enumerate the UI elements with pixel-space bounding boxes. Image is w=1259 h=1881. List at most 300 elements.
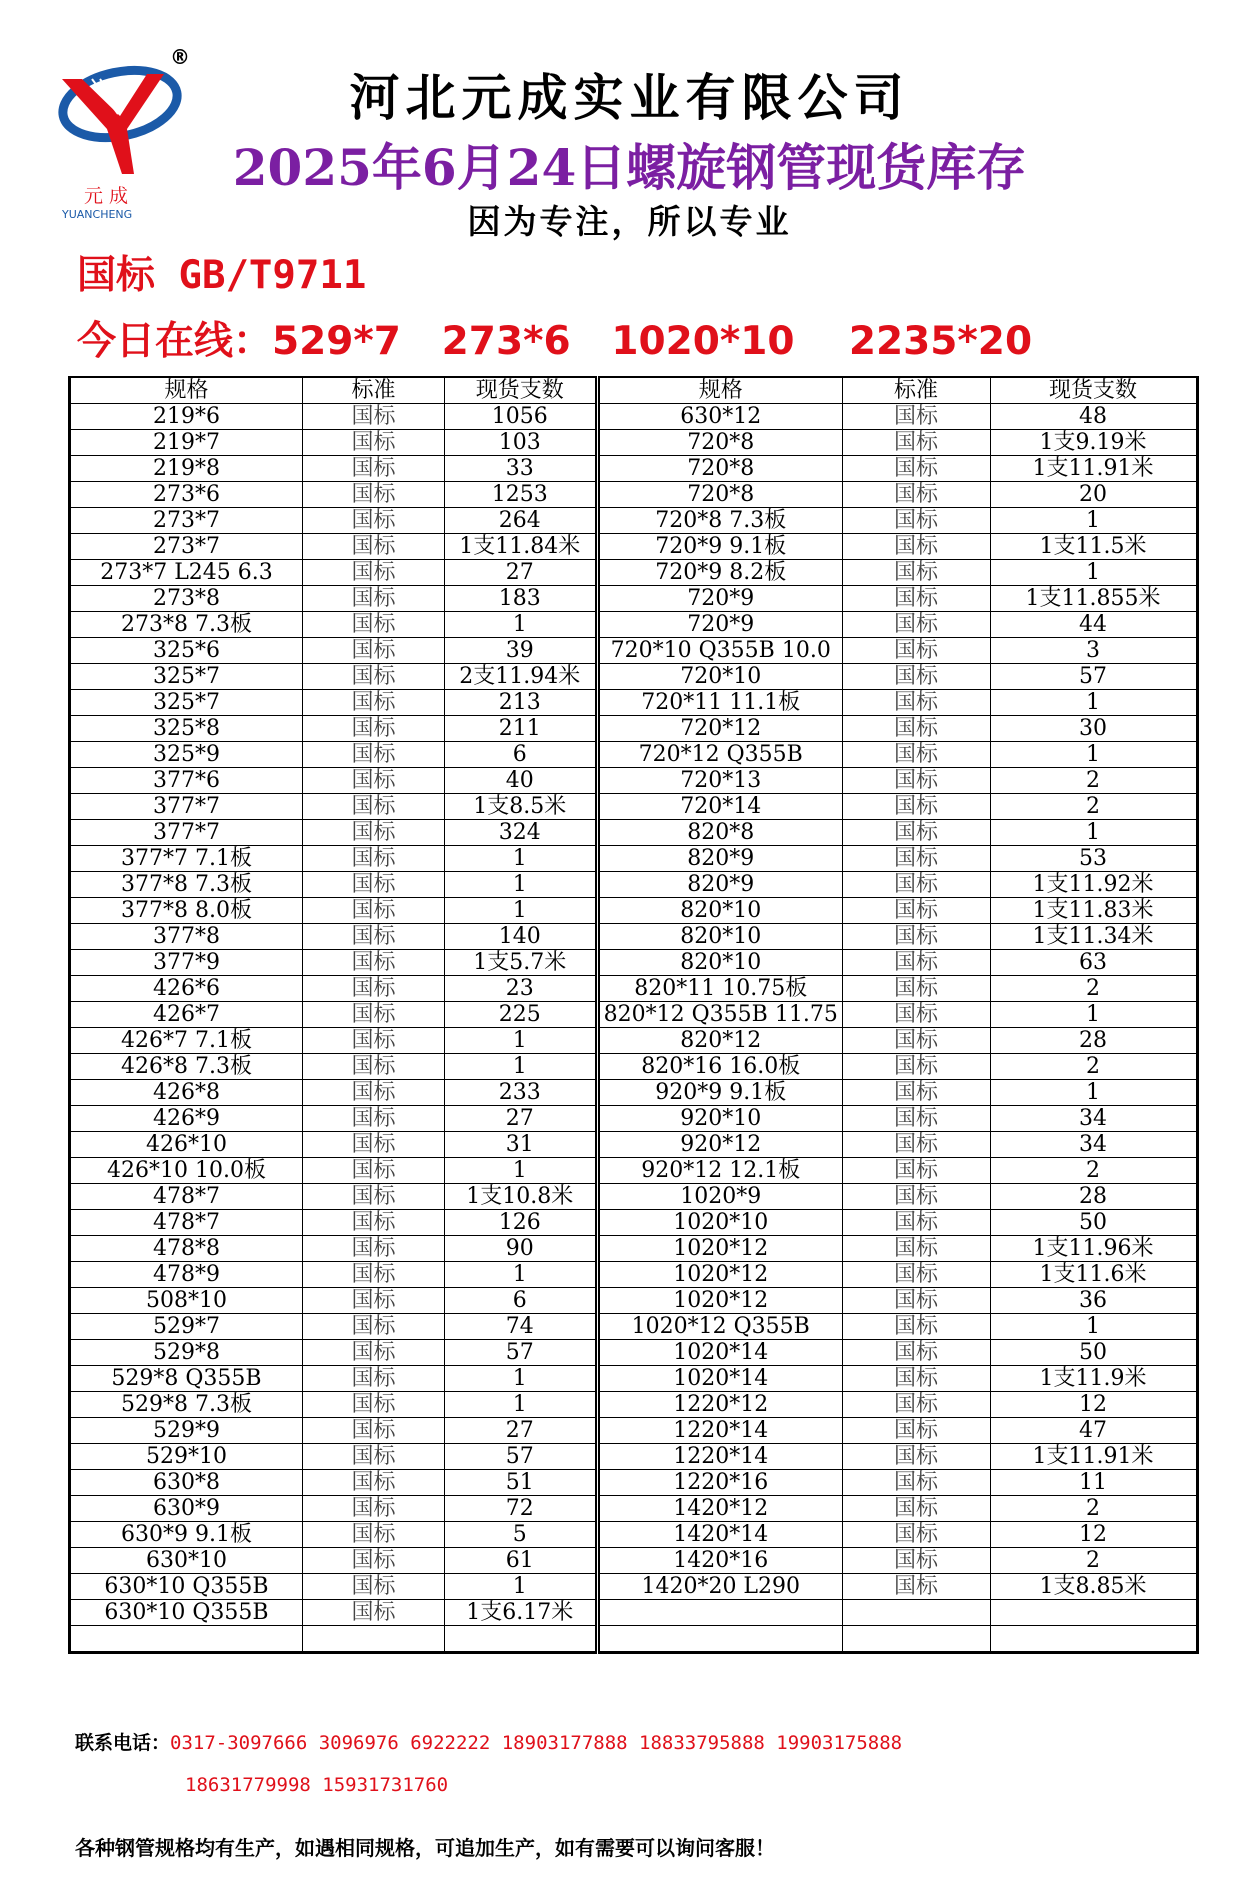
cell-spec: 273*6 <box>70 482 303 508</box>
cell-count: 1 <box>445 898 596 924</box>
cell-spec: 720*9 8.2板 <box>599 560 842 586</box>
table-row <box>599 1106 1197 1132</box>
cell-standard: 国标 <box>842 1496 990 1522</box>
table-row <box>70 1028 596 1054</box>
table-row <box>70 846 596 872</box>
cell-standard: 国标 <box>842 690 990 716</box>
cell-standard: 国标 <box>842 820 990 846</box>
cell-spec: 720*10 <box>599 664 842 690</box>
table-row <box>70 1574 596 1600</box>
table-row <box>599 1392 1197 1418</box>
cell-standard: 国标 <box>303 846 445 872</box>
stock-table-left <box>68 376 597 1654</box>
cell-standard: 国标 <box>842 846 990 872</box>
cell-count: 40 <box>445 768 596 794</box>
cell-standard: 国标 <box>842 1288 990 1314</box>
table-row <box>70 1366 596 1392</box>
cell-spec: 426*9 <box>70 1106 303 1132</box>
table-row <box>70 1288 596 1314</box>
cell-count: 211 <box>445 716 596 742</box>
cell-spec: 325*7 <box>70 690 303 716</box>
table-row <box>70 1522 596 1548</box>
cell-spec: 478*7 <box>70 1184 303 1210</box>
cell-count <box>990 1626 1197 1653</box>
stock-table-right <box>598 376 1199 1654</box>
logo-text: 元 成 <box>84 185 129 207</box>
cell-count: 2 <box>990 1158 1197 1184</box>
table-row <box>599 742 1197 768</box>
cell-standard: 国标 <box>303 1236 445 1262</box>
cell-standard: 国标 <box>842 586 990 612</box>
cell-standard: 国标 <box>842 638 990 664</box>
cell-standard: 国标 <box>842 456 990 482</box>
table-row <box>70 1626 596 1653</box>
slogan: 因为专注，所以专业 <box>467 202 792 241</box>
cell-standard: 国标 <box>303 716 445 742</box>
table-row <box>599 924 1197 950</box>
cell-spec: 720*12 <box>599 716 842 742</box>
cell-count <box>445 1626 596 1653</box>
cell-spec: 1220*14 <box>599 1418 842 1444</box>
cell-spec: 377*8 8.0板 <box>70 898 303 924</box>
cell-count: 1 <box>990 508 1197 534</box>
cell-standard: 国标 <box>303 1548 445 1574</box>
cell-count: 1 <box>990 1002 1197 1028</box>
cell-count: 225 <box>445 1002 596 1028</box>
cell-count: 61 <box>445 1548 596 1574</box>
cell-standard: 国标 <box>303 1444 445 1470</box>
cell-count: 1支8.5米 <box>445 794 596 820</box>
cell-count: 48 <box>990 404 1197 430</box>
table-row <box>599 404 1197 430</box>
cell-spec: 219*8 <box>70 456 303 482</box>
cell-standard: 国标 <box>303 1210 445 1236</box>
table-row <box>70 1184 596 1210</box>
cell-count: 1 <box>990 742 1197 768</box>
cell-spec: 478*9 <box>70 1262 303 1288</box>
cell-standard <box>842 1600 990 1626</box>
cell-standard: 国标 <box>303 820 445 846</box>
cell-standard: 国标 <box>842 1366 990 1392</box>
cell-standard: 国标 <box>303 1262 445 1288</box>
cell-standard: 国标 <box>303 1522 445 1548</box>
cell-spec: 377*6 <box>70 768 303 794</box>
table-row <box>599 1262 1197 1288</box>
cell-spec: 630*10 Q355B <box>70 1600 303 1626</box>
table-row <box>70 1444 596 1470</box>
cell-standard: 国标 <box>303 768 445 794</box>
cell-standard: 国标 <box>303 586 445 612</box>
cell-count: 53 <box>990 846 1197 872</box>
table-row <box>599 1236 1197 1262</box>
table-row <box>70 950 596 976</box>
cell-spec: 1420*16 <box>599 1548 842 1574</box>
cell-spec: 630*10 <box>70 1548 303 1574</box>
cell-spec: 377*7 <box>70 820 303 846</box>
cell-spec: 1020*12 <box>599 1236 842 1262</box>
table-row <box>599 898 1197 924</box>
table-row <box>599 1132 1197 1158</box>
cell-spec: 1420*14 <box>599 1522 842 1548</box>
table-row <box>599 950 1197 976</box>
cell-standard: 国标 <box>303 1002 445 1028</box>
cell-standard: 国标 <box>842 1574 990 1600</box>
cell-spec: 325*9 <box>70 742 303 768</box>
cell-spec: 325*7 <box>70 664 303 690</box>
cell-standard: 国标 <box>303 1600 445 1626</box>
table-row <box>599 534 1197 560</box>
table-row <box>70 1080 596 1106</box>
cell-count: 1支11.6米 <box>990 1262 1197 1288</box>
cell-spec: 426*7 7.1板 <box>70 1028 303 1054</box>
table-row <box>70 664 596 690</box>
table-row <box>70 794 596 820</box>
table-row <box>599 508 1197 534</box>
contact-label: 联系电话： <box>75 1732 171 1754</box>
cell-spec: 478*7 <box>70 1210 303 1236</box>
cell-standard: 国标 <box>303 664 445 690</box>
cell-spec: 1020*14 <box>599 1340 842 1366</box>
cell-count: 28 <box>990 1184 1197 1210</box>
table-row <box>599 1522 1197 1548</box>
cell-standard: 国标 <box>303 1184 445 1210</box>
cell-standard: 国标 <box>303 482 445 508</box>
cell-standard: 国标 <box>303 1392 445 1418</box>
cell-spec: 325*8 <box>70 716 303 742</box>
cell-count: 103 <box>445 430 596 456</box>
table-row <box>599 872 1197 898</box>
cell-spec: 820*9 <box>599 872 842 898</box>
cell-spec: 478*8 <box>70 1236 303 1262</box>
cell-standard: 国标 <box>303 872 445 898</box>
table-row <box>70 1600 596 1626</box>
cell-spec: 720*9 <box>599 586 842 612</box>
cell-count: 39 <box>445 638 596 664</box>
table-row <box>70 612 596 638</box>
cell-count: 1支11.83米 <box>990 898 1197 924</box>
cell-count: 57 <box>445 1340 596 1366</box>
cell-count: 57 <box>445 1444 596 1470</box>
cell-spec: 820*12 Q355B 11.75 <box>599 1002 842 1028</box>
table-row <box>70 820 596 846</box>
header-standard: 标准 <box>842 377 990 404</box>
cell-count: 1支10.8米 <box>445 1184 596 1210</box>
cell-spec: 1020*10 <box>599 1210 842 1236</box>
table-row <box>599 1002 1197 1028</box>
cell-standard: 国标 <box>303 690 445 716</box>
cell-spec: 529*9 <box>70 1418 303 1444</box>
cell-count: 2 <box>990 794 1197 820</box>
cell-spec: 273*7 <box>70 508 303 534</box>
table-row <box>70 976 596 1002</box>
contact-phones-2: 18631779998 15931731760 <box>185 1774 449 1796</box>
cell-spec: 720*8 <box>599 430 842 456</box>
cell-standard: 国标 <box>842 1106 990 1132</box>
cell-spec: 820*11 10.75板 <box>599 976 842 1002</box>
cell-count: 1 <box>445 1574 596 1600</box>
cell-spec: 630*8 <box>70 1470 303 1496</box>
cell-standard: 国标 <box>303 1470 445 1496</box>
table-row <box>599 1496 1197 1522</box>
cell-spec: 426*10 10.0板 <box>70 1158 303 1184</box>
table-row <box>599 690 1197 716</box>
cell-spec <box>599 1626 842 1653</box>
cell-spec: 273*8 <box>70 586 303 612</box>
cell-spec: 720*8 7.3板 <box>599 508 842 534</box>
cell-spec: 1420*12 <box>599 1496 842 1522</box>
cell-spec: 1020*12 <box>599 1262 842 1288</box>
cell-count: 2 <box>990 768 1197 794</box>
cell-standard: 国标 <box>303 1314 445 1340</box>
cell-count: 1支11.92米 <box>990 872 1197 898</box>
cell-count: 63 <box>990 950 1197 976</box>
cell-count: 31 <box>445 1132 596 1158</box>
cell-spec: 377*8 7.3板 <box>70 872 303 898</box>
cell-spec: 820*10 <box>599 898 842 924</box>
cell-count: 57 <box>990 664 1197 690</box>
cell-count: 6 <box>445 1288 596 1314</box>
cell-spec: 529*10 <box>70 1444 303 1470</box>
cell-standard: 国标 <box>842 1340 990 1366</box>
cell-count: 74 <box>445 1314 596 1340</box>
cell-standard: 国标 <box>842 716 990 742</box>
cell-spec: 720*9 <box>599 612 842 638</box>
logo-subtext: YUANCHENG <box>62 208 133 221</box>
cell-spec: 273*7 L245 6.3 <box>70 560 303 586</box>
stock-table-right-body <box>599 404 1197 1653</box>
cell-spec: 273*7 <box>70 534 303 560</box>
cell-spec: 720*8 <box>599 456 842 482</box>
cell-standard: 国标 <box>303 1106 445 1132</box>
table-row <box>70 1132 596 1158</box>
cell-count: 264 <box>445 508 596 534</box>
cell-spec <box>70 1626 303 1653</box>
table-row <box>599 456 1197 482</box>
cell-spec: 426*8 7.3板 <box>70 1054 303 1080</box>
table-row <box>70 768 596 794</box>
cell-standard: 国标 <box>842 1522 990 1548</box>
table-row <box>599 1028 1197 1054</box>
table-row <box>599 1158 1197 1184</box>
cell-count: 1支11.9米 <box>990 1366 1197 1392</box>
table-row <box>70 690 596 716</box>
cell-count: 30 <box>990 716 1197 742</box>
cell-standard: 国标 <box>842 1054 990 1080</box>
table-row <box>70 456 596 482</box>
cell-standard: 国标 <box>842 1236 990 1262</box>
cell-spec: 820*12 <box>599 1028 842 1054</box>
cell-standard: 国标 <box>842 1392 990 1418</box>
table-row <box>70 898 596 924</box>
cell-count: 1 <box>990 690 1197 716</box>
cell-count: 47 <box>990 1418 1197 1444</box>
table-row <box>599 638 1197 664</box>
cell-spec <box>599 1600 842 1626</box>
table-row <box>599 1600 1197 1626</box>
table-row <box>599 768 1197 794</box>
cell-count: 72 <box>445 1496 596 1522</box>
table-row <box>70 1340 596 1366</box>
cell-standard <box>303 1626 445 1653</box>
cell-standard: 国标 <box>842 768 990 794</box>
header-count: 现货支数 <box>445 377 596 404</box>
cell-count: 2 <box>990 1054 1197 1080</box>
cell-count: 1支11.91米 <box>990 1444 1197 1470</box>
cell-standard: 国标 <box>842 950 990 976</box>
cell-standard: 国标 <box>842 924 990 950</box>
cell-count: 23 <box>445 976 596 1002</box>
table-row <box>70 1236 596 1262</box>
stock-table-left-body <box>70 404 596 1653</box>
cell-spec: 273*8 7.3板 <box>70 612 303 638</box>
cell-count: 1支11.34米 <box>990 924 1197 950</box>
cell-standard: 国标 <box>303 612 445 638</box>
cell-spec: 720*12 Q355B <box>599 742 842 768</box>
cell-count: 1支5.7米 <box>445 950 596 976</box>
cell-spec: 377*7 <box>70 794 303 820</box>
table-row <box>599 1210 1197 1236</box>
cell-standard: 国标 <box>842 612 990 638</box>
cell-count: 36 <box>990 1288 1197 1314</box>
table-row <box>70 742 596 768</box>
cell-spec: 426*8 <box>70 1080 303 1106</box>
table-row <box>70 1262 596 1288</box>
header-spec: 规格 <box>599 377 842 404</box>
cell-spec: 820*8 <box>599 820 842 846</box>
cell-spec: 720*8 <box>599 482 842 508</box>
table-row <box>599 716 1197 742</box>
company-name: 河北元成实业有限公司 <box>349 68 910 127</box>
cell-spec: 426*6 <box>70 976 303 1002</box>
table-row <box>599 1054 1197 1080</box>
cell-spec: 630*12 <box>599 404 842 430</box>
table-row <box>70 482 596 508</box>
table-row <box>599 1080 1197 1106</box>
cell-count: 1 <box>990 820 1197 846</box>
cell-spec: 820*16 16.0板 <box>599 1054 842 1080</box>
cell-count: 1支8.85米 <box>990 1574 1197 1600</box>
table-header-row <box>599 377 1197 404</box>
cell-spec: 720*14 <box>599 794 842 820</box>
header-count: 现货支数 <box>990 377 1197 404</box>
cell-spec: 377*7 7.1板 <box>70 846 303 872</box>
table-row <box>599 846 1197 872</box>
cell-standard: 国标 <box>303 1132 445 1158</box>
cell-standard: 国标 <box>303 1028 445 1054</box>
cell-standard <box>842 1626 990 1653</box>
cell-count: 1 <box>445 872 596 898</box>
cell-standard: 国标 <box>303 950 445 976</box>
online-today-line: 今日在线：529*7 273*6 1020*10 2235*20 <box>77 319 1033 364</box>
cell-count: 5 <box>445 1522 596 1548</box>
cell-count: 27 <box>445 1106 596 1132</box>
cell-count: 1 <box>445 1262 596 1288</box>
cell-spec: 820*9 <box>599 846 842 872</box>
table-row <box>70 1496 596 1522</box>
cell-count: 34 <box>990 1106 1197 1132</box>
table-row <box>70 586 596 612</box>
cell-count: 1支11.96米 <box>990 1236 1197 1262</box>
cell-count: 1253 <box>445 482 596 508</box>
cell-count: 233 <box>445 1080 596 1106</box>
cell-spec: 630*9 9.1板 <box>70 1522 303 1548</box>
table-row <box>70 508 596 534</box>
cell-count: 20 <box>990 482 1197 508</box>
cell-standard: 国标 <box>303 508 445 534</box>
cell-count: 27 <box>445 560 596 586</box>
cell-spec: 377*8 <box>70 924 303 950</box>
cell-count: 213 <box>445 690 596 716</box>
table-row <box>599 1626 1197 1653</box>
table-row <box>70 560 596 586</box>
cell-count: 12 <box>990 1522 1197 1548</box>
cell-standard: 国标 <box>303 560 445 586</box>
cell-spec: 219*6 <box>70 404 303 430</box>
header-standard: 标准 <box>303 377 445 404</box>
cell-count: 2 <box>990 1548 1197 1574</box>
table-row <box>599 1340 1197 1366</box>
cell-spec: 219*7 <box>70 430 303 456</box>
cell-spec: 1020*14 <box>599 1366 842 1392</box>
cell-count: 1 <box>445 1028 596 1054</box>
cell-spec: 1020*12 Q355B <box>599 1314 842 1340</box>
cell-standard: 国标 <box>842 742 990 768</box>
cell-standard: 国标 <box>842 404 990 430</box>
table-row <box>70 638 596 664</box>
cell-spec: 820*10 <box>599 924 842 950</box>
cell-standard: 国标 <box>303 638 445 664</box>
cell-standard: 国标 <box>842 534 990 560</box>
table-row <box>599 976 1197 1002</box>
cell-count: 140 <box>445 924 596 950</box>
cell-spec: 920*12 <box>599 1132 842 1158</box>
cell-spec: 1220*16 <box>599 1470 842 1496</box>
cell-standard: 国标 <box>842 508 990 534</box>
cell-count: 1 <box>445 1392 596 1418</box>
cell-count: 2 <box>990 976 1197 1002</box>
table-row <box>70 1418 596 1444</box>
table-row <box>599 794 1197 820</box>
cell-standard: 国标 <box>842 430 990 456</box>
cell-count: 1支9.19米 <box>990 430 1197 456</box>
cell-spec: 720*9 9.1板 <box>599 534 842 560</box>
table-row <box>70 1314 596 1340</box>
table-row <box>70 1392 596 1418</box>
cell-count: 1 <box>990 1080 1197 1106</box>
table-row <box>599 586 1197 612</box>
cell-standard: 国标 <box>303 1574 445 1600</box>
cell-standard: 国标 <box>842 1002 990 1028</box>
cell-count: 2 <box>990 1496 1197 1522</box>
table-row <box>70 924 596 950</box>
header-spec: 规格 <box>70 377 303 404</box>
cell-standard: 国标 <box>303 742 445 768</box>
table-row <box>599 1470 1197 1496</box>
cell-count: 11 <box>990 1470 1197 1496</box>
table-row <box>70 404 596 430</box>
cell-spec: 720*10 Q355B 10.0 <box>599 638 842 664</box>
cell-spec: 630*10 Q355B <box>70 1574 303 1600</box>
cell-standard: 国标 <box>842 1158 990 1184</box>
cell-standard: 国标 <box>842 1262 990 1288</box>
table-row <box>70 1054 596 1080</box>
cell-spec: 529*7 <box>70 1314 303 1340</box>
cell-spec: 630*9 <box>70 1496 303 1522</box>
cell-count: 27 <box>445 1418 596 1444</box>
cell-spec: 1420*20 L290 <box>599 1574 842 1600</box>
cell-standard: 国标 <box>303 976 445 1002</box>
cell-standard: 国标 <box>303 1418 445 1444</box>
